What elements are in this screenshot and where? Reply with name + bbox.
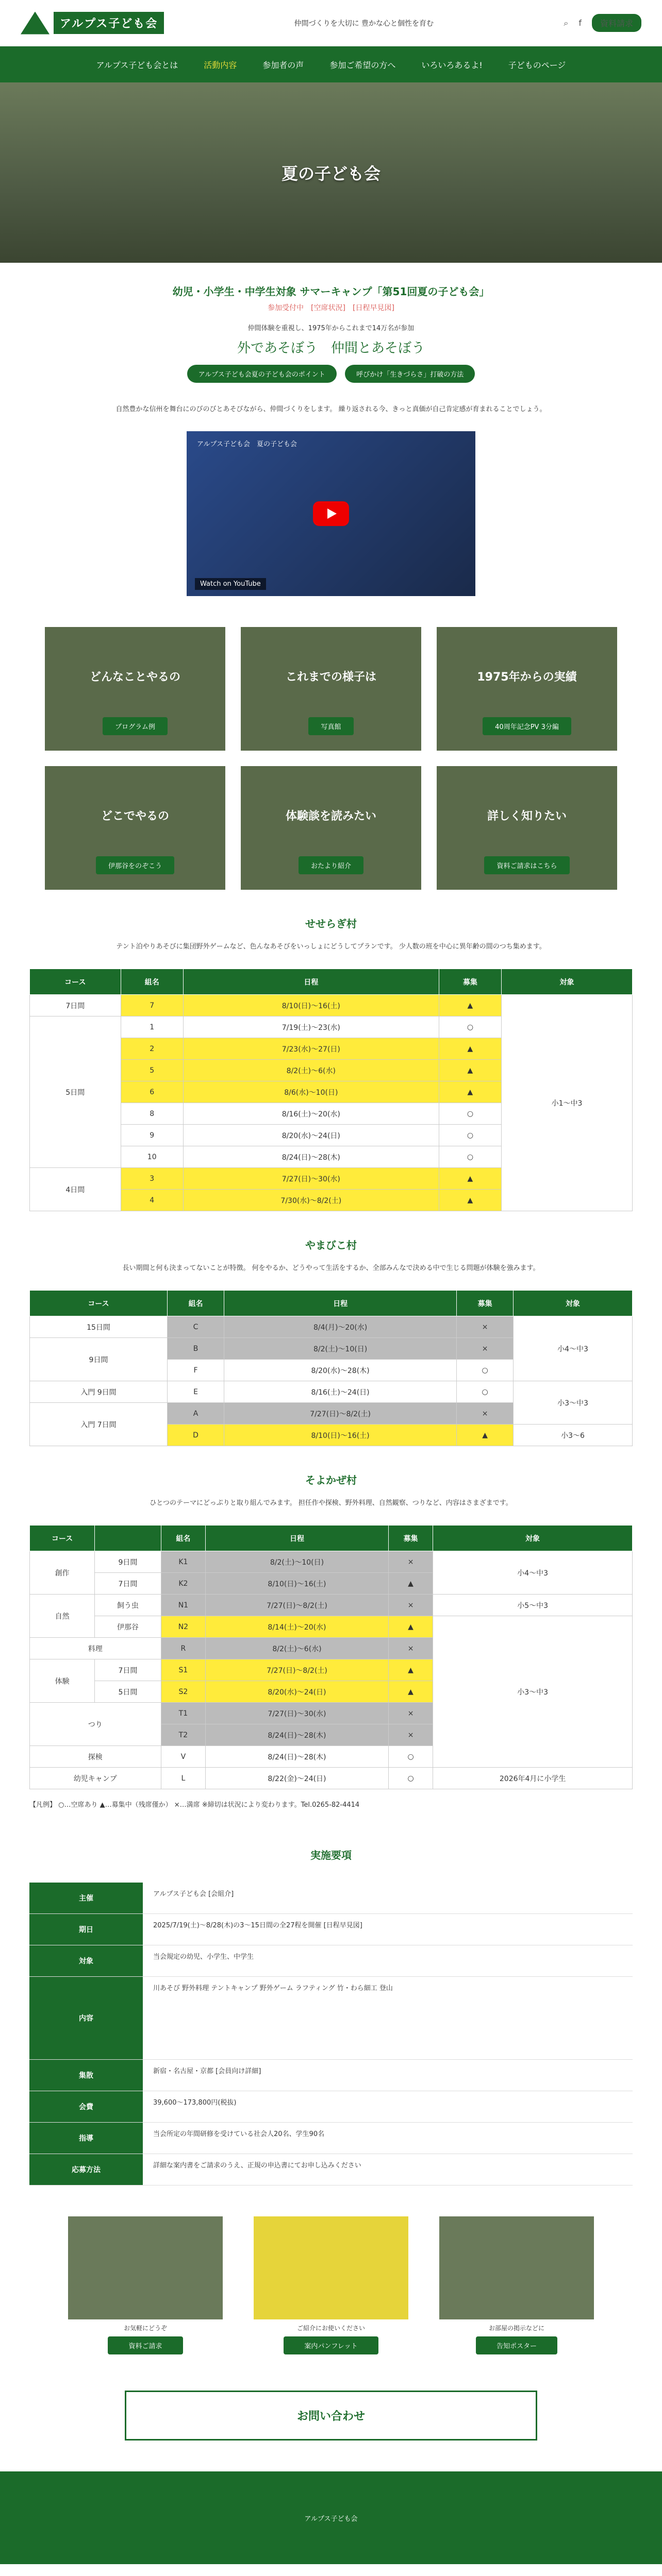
nav-item[interactable]: 参加ご希望の方へ (329, 60, 396, 70)
footer: アルプス子ども会 (0, 2471, 662, 2564)
section-title: せせらぎ村 (305, 918, 357, 930)
tile-button[interactable]: 伊那谷をのぞこう (96, 856, 174, 874)
video-player[interactable] (187, 431, 475, 596)
section-title: そよかぜ村 (305, 1474, 357, 1486)
tile[interactable]: どんなことやるの プログラム例 (45, 627, 225, 751)
request-button[interactable]: 資料請求 (592, 14, 641, 32)
tile-button[interactable]: 資料ご請求はこちら (484, 856, 569, 874)
intro-text: 仲間体験を重視し、1975年からこれまで14万名が参加 (247, 325, 415, 332)
catch: 外であそぼう 仲間とあそぼう (237, 341, 425, 356)
points-button[interactable]: アルプス子ども会夏の子ども会のポイント (187, 365, 337, 383)
tagline: 仲間づくりを大切に 豊かな心と個性を育む (294, 19, 434, 28)
nav-item[interactable]: 参加者の声 (262, 60, 304, 70)
tile-button[interactable]: 写真館 (308, 717, 353, 735)
description: 自然豊かな信州を舞台にのびのびとあそびながら、仲間づくりをします。 繰り返される今、きっと真価が自己肯定感が育まれることでしょう。 (115, 405, 547, 413)
schedule-table: コース 組名 日程 募集 対象 創作 9日間 K1 8/2(土)〜10(日) × 小4〜中3 7日間 K2 8/10(日)〜16(土) ▲ 自然 飼う虫 N1 7/27(日)〜8/2(土) × 小5〜中3 伊那谷 N2 8/14(土)〜20(水) ▲ 小3〜中3 料理 R 8/2(土)〜6(水) × 体験 7日間 S1 7/27(日)〜8/2(土) ▲ 5日間 S2 8/20(水)〜24(日) ▲ つり T1 7/27(日)〜30(水) × T2 8/24(日)〜28(木) × 探検 V 8/24(日)〜28(木) ○ 幼児キャンプ L 8/22(金)〜24(日) ○ 2026年4月に小学生 (29, 1525, 633, 1789)
facebook-icon[interactable]: f (578, 18, 582, 28)
section-desc: 長い期間と何も決まってないことが特徴。 何をやるか、どうやって生活をするか、全部みんなで決める中で生じる問題が体験を強みます。 (122, 1264, 540, 1272)
status[interactable]: 参加受付中 [空席状況] [日程早見図] (268, 304, 394, 312)
nav-item[interactable]: いろいろあるよ! (421, 60, 483, 70)
tile-button[interactable]: おたより紹介 (299, 856, 363, 874)
tile-button[interactable]: 40周年記念PV 3分編 (483, 717, 571, 735)
video-title: アルプス子ども会 夏の子ども会 (197, 440, 297, 448)
nav-item[interactable]: 子どものページ (508, 60, 566, 70)
main-nav (0, 46, 662, 82)
section-title: やまびこ村 (305, 1239, 357, 1251)
logo[interactable]: アルプス子ども会 (21, 12, 164, 35)
poster-button[interactable]: 告知ポスター (476, 2336, 557, 2354)
schedule-table: コース 組名 日程 募集 対象 15日間 C 8/4(月)〜20(水) × 小4〜中3 9日間 B 8/2(土)〜10(日) × F 8/20(水)〜28(木) ○ 入門 9日間 E 8/16(土)〜24(日) ○ 小3〜中3 入門 7日間 A 7/27(日)〜8/2(土) × D 8/10(日)〜16(土) ▲ 小3〜6 (29, 1290, 633, 1446)
section-desc: ひとつのテーマにどっぷりと取り組んでみます。 担任作や探検、野外料理、自然観察、つりなど、内容はさまざまです。 (150, 1499, 512, 1507)
tile-button[interactable]: プログラム例 (103, 717, 168, 735)
play-icon[interactable] (313, 501, 349, 526)
brochure-image (68, 2216, 223, 2319)
tile[interactable]: 体験談を読みたい おたより紹介 (241, 766, 421, 890)
section-desc: テント泊やりあそびに集団野外ゲームなど、色んなあそびをいっしょにどうしてプランです。 少人数の班を中心に異年齢の間のつち集めます。 (116, 943, 546, 951)
appeal-button[interactable]: 呼びかけ「生きづらさ」打破の方法 (345, 365, 475, 383)
schedule-table: コース 組名 日程 募集 対象 7日間 7 8/10(日)〜16(土) ▲ 小1〜中3 5日間 1 7/19(土)〜23(水) ○ 2 7/23(水)〜27(日) ▲ 5 8/2(土)〜6(水) ▲ 6 8/6(水)〜10(日) ▲ 8 8/16(土)〜20(水) ○ 9 8/20(水)〜24(日) ○ 10 8/24(日)〜28(木) ○ 4日間 3 7/27(日)〜30(水) ▲ 4 7/30(水)〜8/2(土) ▲ (29, 969, 633, 1211)
poster-image (439, 2216, 594, 2319)
legend-note: 【凡例】 ○…空席あり ▲…募集中（残席僅か） ×…満席 ※締切は状況により変わります。Tel.0265-82-4414 (29, 1801, 360, 1809)
outline-table: 主催 アルプス子ども会 [会組介] 期日 2025/7/19(土)〜8/28(木)の3〜15日間の全27程を開催 [日程早見図] 対象 当会規定の幼児、小学生、中学生 内容 川あそび 野外料理 テントキャンプ 野外ゲーム ラフティング 竹・わら細工 登山 集散 新宿・名古屋・京都 [会員向け詳細] 会費 39,600〜173,800円(税抜) 指導 当会所定の年間研修を受けている社会人20名、学生90名 応募方法 詳細な案内書をご請求のうえ、正規の申込書にてお申し込みください (29, 1883, 633, 2185)
tile[interactable]: これまでの様子は 写真館 (241, 627, 421, 751)
tile[interactable]: どこでやるの 伊那谷をのぞこう (45, 766, 225, 890)
nav-item[interactable]: アルプス子ども会とは (96, 60, 178, 70)
pamphlet-image (254, 2216, 408, 2319)
hero: 夏の子ども会 (0, 82, 662, 263)
section-title: 実施要項 (310, 1849, 352, 1861)
watch-link[interactable]: Watch on YouTube (195, 578, 266, 590)
page-title: 幼児・小学生・中学生対象 サマーキャンプ「第51回夏の子ども会」 (172, 285, 490, 298)
search-icon[interactable]: ⌕ (564, 18, 569, 28)
nav-item[interactable]: 活動内容 (204, 60, 237, 70)
tile[interactable]: 詳しく知りたい 資料ご請求はこちら (437, 766, 617, 890)
contact-box: お問い合わせ (125, 2391, 537, 2441)
header (0, 0, 662, 46)
tile[interactable]: 1975年からの実績 40周年記念PV 3分編 (437, 627, 617, 751)
pamphlet-button[interactable]: 案内パンフレット (284, 2336, 378, 2354)
request-button[interactable]: 資料ご請求 (108, 2336, 183, 2354)
